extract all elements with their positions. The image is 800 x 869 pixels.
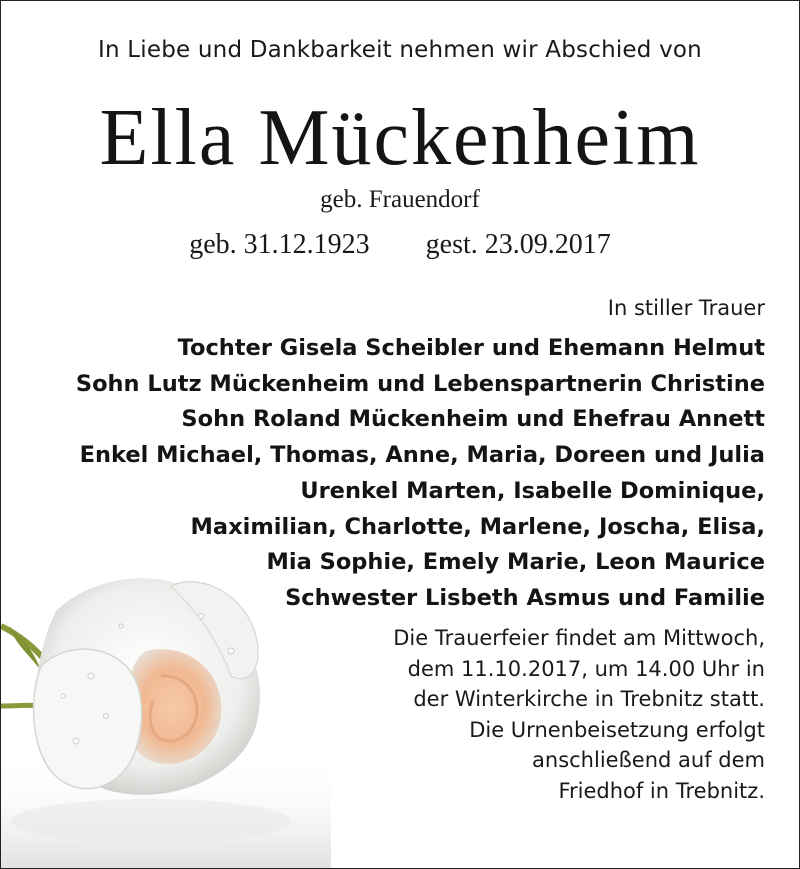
service-line: der Winterkirche in Trebnitz statt. [413, 687, 765, 711]
mourner-line: Mia Sophie, Emely Marie, Leon Maurice [266, 549, 765, 576]
service-info [393, 623, 765, 806]
intro-line: In Liebe und Dankbarkeit nehmen wir Abschied von [98, 37, 702, 63]
service-line: Friedhof in Trebnitz. [558, 778, 765, 803]
mourner-line: Sohn Lutz Mückenheim und Lebenspartnerin Christine [75, 370, 765, 397]
maiden-name: geb. Frauendorf [320, 186, 480, 213]
mourner-line: Schwester Lisbeth Asmus und Familie [285, 584, 765, 611]
service-line: dem 11.10.2017, um 14.00 Uhr in [407, 656, 765, 681]
mourner-line: Maximilian, Charlotte, Marlene, Joscha, Elisa, [190, 513, 765, 540]
life-dates [1, 229, 799, 261]
mourner-line: Urenkel Marten, Isabelle Dominique, [300, 477, 765, 504]
birth-date: geb. 31.12.1923 [189, 229, 370, 260]
deceased-name: Ella Mückenheim [99, 94, 701, 182]
service-line: Die Trauerfeier findet am Mittwoch, [393, 626, 765, 650]
service-line: anschließend auf dem [532, 748, 765, 772]
mourning-heading: In stiller Trauer [607, 296, 765, 320]
mourner-line: Enkel Michael, Thomas, Anne, Maria, Doreen und Julia [79, 442, 765, 469]
mourners-list [76, 331, 765, 617]
service-line: Die Urnenbeisetzung erfolgt [469, 717, 765, 742]
mourner-line: Tochter Gisela Scheibler und Ehemann Helmut [177, 335, 765, 361]
mourner-line: Sohn Roland Mückenheim und Ehefrau Annett [181, 406, 765, 433]
death-date: gest. 23.09.2017 [425, 229, 611, 260]
